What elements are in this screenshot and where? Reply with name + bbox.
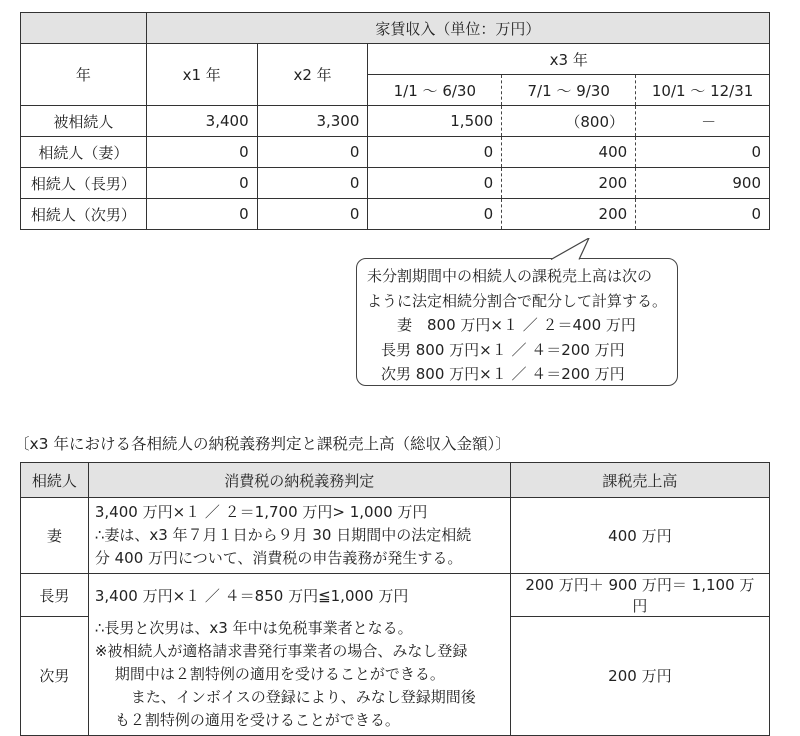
allocation-callout xyxy=(356,258,678,386)
cell-period-3: 900 xyxy=(636,168,770,199)
judgment-note: また、インボイスの登録により、みなし登録期間後 xyxy=(130,687,476,706)
table-row xyxy=(21,137,770,168)
cell-x1: 0 xyxy=(146,199,257,230)
table-row xyxy=(21,617,770,736)
cell-period-1: 0 xyxy=(368,137,502,168)
table-row xyxy=(21,106,770,137)
cell-period-2: （800） xyxy=(502,106,636,137)
judgment-note: 期間中は２割特例の適用を受けることができる。 xyxy=(114,664,445,683)
table-row xyxy=(21,498,770,574)
header-period-1: 1/1 ～ 6/30 xyxy=(368,75,502,106)
callout-line: ように法定相続分割合で配分して計算する。 xyxy=(367,291,668,310)
sales-eldest: 200 万円＋ 900 万円＝ 1,100 万円 xyxy=(510,574,769,617)
row-label: 相続人（次男） xyxy=(21,199,147,230)
sales-wife: 400 万円 xyxy=(510,498,769,574)
heir-second: 次男 xyxy=(21,617,89,736)
callout-line-second: 次男 800 万円×１ ／ ４＝200 万円 xyxy=(381,365,625,383)
header-period-3: 10/1 ～ 12/31 xyxy=(636,75,770,106)
judgment-note: ※被相続人が適格請求書発行事業者の場合、みなし登録 xyxy=(94,641,468,660)
heir-wife: 妻 xyxy=(21,498,89,574)
header-blank xyxy=(21,13,147,44)
callout-line: 未分割期間中の相続人の課税売上高は次の xyxy=(367,267,653,285)
sales-second: 200 万円 xyxy=(510,617,769,736)
table-row xyxy=(21,574,770,617)
cell-period-1: 0 xyxy=(368,199,502,230)
cell-period-1: 0 xyxy=(368,168,502,199)
callout-line-eldest: 長男 800 万円×１ ／ ４＝200 万円 xyxy=(381,340,625,359)
header-period-2: 7/1 ～ 9/30 xyxy=(502,75,636,106)
cell-period-3: 0 xyxy=(636,199,770,230)
header-heir: 相続人 xyxy=(21,463,89,498)
row-label: 被相続人 xyxy=(21,106,147,137)
table-row xyxy=(21,168,770,199)
header-sales: 課税売上高 xyxy=(510,463,769,498)
cell-x2: 3,300 xyxy=(257,106,368,137)
judgment-line: 分 400 万円について、消費税の申告義務が発生する。 xyxy=(94,549,463,567)
judgment-shared xyxy=(88,617,510,736)
header-x3: x3 年 xyxy=(368,44,770,75)
cell-x2: 0 xyxy=(257,137,368,168)
judgment-line: ∴妻は、x3 年７月１日から９月 30 日期間中の法定相続 xyxy=(94,526,472,544)
cell-x1: 3,400 xyxy=(146,106,257,137)
cell-period-3: － xyxy=(636,106,770,137)
header-rent-income: 家賃収入（単位：万円） xyxy=(146,13,769,44)
cell-period-2: 200 xyxy=(502,168,636,199)
judgment-line: ∴長男と次男は、x3 年中は免税事業者となる。 xyxy=(94,618,413,637)
judgment-eldest: 3,400 万円×１ ／ ４＝850 万円≦1,000 万円 xyxy=(88,574,510,617)
cell-x1: 0 xyxy=(146,137,257,168)
cell-period-2: 200 xyxy=(502,199,636,230)
callout-pointer xyxy=(545,238,605,260)
judgment-wife xyxy=(88,498,510,574)
header-x2: x2 年 xyxy=(257,44,368,106)
header-judgment: 消費税の納税義務判定 xyxy=(88,463,510,498)
header-year: 年 xyxy=(21,44,147,106)
cell-x1: 0 xyxy=(146,168,257,199)
heir-eldest: 長男 xyxy=(21,574,89,617)
rent-income-table xyxy=(20,12,770,230)
header-x1: x1 年 xyxy=(146,44,257,106)
judgment-note: も２割特例の適用を受けることができる。 xyxy=(114,710,400,729)
row-label: 相続人（妻） xyxy=(21,137,147,168)
cell-period-1: 1,500 xyxy=(368,106,502,137)
cell-x2: 0 xyxy=(257,199,368,230)
cell-x2: 0 xyxy=(257,168,368,199)
cell-period-2: 400 xyxy=(502,137,636,168)
row-label: 相続人（長男） xyxy=(21,168,147,199)
section-title: 〔x3 年における各相続人の納税義務判定と課税売上高（総収入金額）〕 xyxy=(14,435,511,453)
judgment-line: 3,400 万円×１ ／ ２＝1,700 万円> 1,000 万円 xyxy=(94,503,428,521)
table-row xyxy=(21,199,770,230)
cell-period-3: 0 xyxy=(636,137,770,168)
tax-judgment-table xyxy=(20,462,770,736)
callout-line-wife: 妻 800 万円×１ ／ ２＝400 万円 xyxy=(397,316,636,334)
